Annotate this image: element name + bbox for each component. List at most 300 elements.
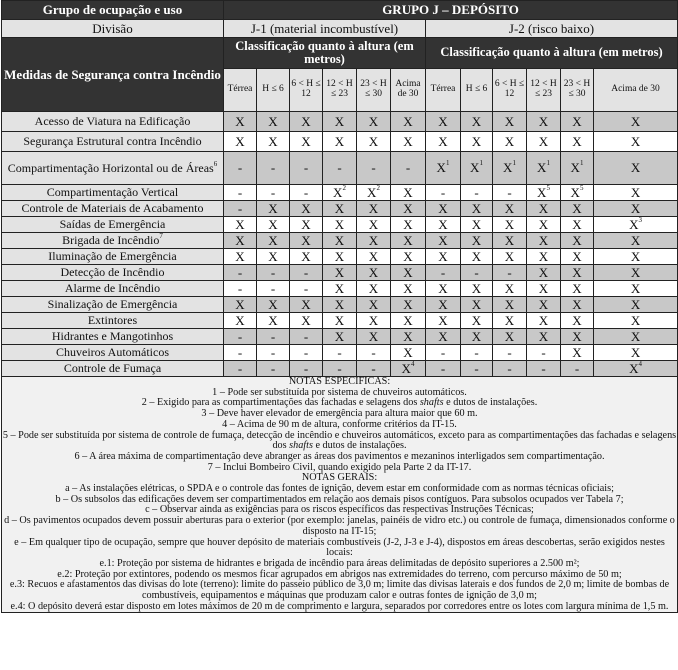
requirement-value: X: [301, 133, 311, 149]
requirement-cell: [493, 361, 527, 377]
requirement-value: X: [471, 113, 482, 129]
requirement-cell: [257, 112, 290, 132]
requirement-cell: [391, 152, 426, 185]
requirement-cell: [290, 132, 323, 152]
requirement-cell: [323, 313, 357, 329]
division-label: Divisão: [2, 20, 224, 38]
requirement-value: X: [403, 344, 413, 360]
requirement-value: -: [474, 360, 479, 376]
requirement-value: X: [368, 216, 379, 232]
requirement-value: X: [438, 248, 448, 264]
requirement-cell: [290, 297, 323, 313]
measure-label-text: Alarme de Incêndio: [64, 281, 161, 296]
requirement-value: X: [503, 160, 513, 176]
requirement-value: X: [438, 280, 448, 296]
requirement-cell: [461, 112, 493, 132]
requirement-cell: [493, 152, 527, 185]
specific-note: 2 – Exigido para as compartimentações das fachadas e selagens dos shafts e dutos de instalações.: [141, 397, 538, 409]
requirement-cell: [426, 185, 461, 201]
requirement-cell: [391, 281, 426, 297]
requirement-value: X: [471, 328, 482, 344]
requirement-value: -: [303, 360, 309, 376]
requirement-cell: [527, 132, 561, 152]
measures-header: Medidas de Segurança contra Incêndio: [2, 38, 224, 112]
requirement-cell: [391, 297, 426, 313]
requirement-value: X: [630, 200, 641, 216]
note-reference: 2: [376, 184, 380, 192]
requirement-cell: [323, 265, 357, 281]
requirement-value: -: [237, 344, 243, 360]
requirement-value: X: [438, 216, 448, 232]
table-row: [2, 281, 678, 297]
requirement-value: X: [368, 113, 379, 129]
requirement-cell: [493, 265, 527, 281]
requirement-cell: [391, 345, 426, 361]
measure-label-text: Acesso de Viatura na Edificação: [34, 114, 191, 129]
requirement-value: X: [334, 113, 345, 129]
requirement-cell: [224, 201, 257, 217]
general-note: e.2: Proteção por extintores, podendo os mesmos ficar agrupados em abrigos nas extremidades do terreno, com percurso máximo de 50 m;: [57, 568, 622, 580]
requirement-value: X: [572, 200, 582, 216]
measure-label: [2, 112, 224, 132]
requirement-value: X: [538, 280, 549, 296]
table-row: [2, 345, 678, 361]
requirement-value: X: [403, 133, 413, 149]
requirement-cell: [561, 329, 594, 345]
requirement-cell: [290, 265, 323, 281]
requirement-value: -: [303, 344, 309, 360]
height-column-j1: 6 < H ≤ 12: [290, 69, 323, 112]
requirement-cell: [594, 249, 678, 265]
requirement-value: X: [504, 232, 515, 248]
requirement-value: X: [436, 160, 446, 176]
requirement-cell: [493, 281, 527, 297]
requirement-cell: [357, 345, 391, 361]
requirement-value: -: [574, 360, 580, 376]
measure-label-text: Sinalização de Emergência: [47, 297, 178, 312]
requirement-cell: [426, 297, 461, 313]
requirement-value: X: [471, 133, 482, 149]
requirement-cell: [493, 313, 527, 329]
requirement-value: X: [334, 264, 345, 280]
requirement-cell: [594, 112, 678, 132]
requirement-value: X: [268, 232, 278, 248]
requirement-cell: [461, 297, 493, 313]
requirement-value: X: [268, 296, 278, 312]
requirement-value: X: [333, 184, 343, 200]
requirement-cell: [357, 249, 391, 265]
requirement-cell: [561, 132, 594, 152]
requirement-cell: [527, 217, 561, 233]
requirement-cell: [561, 265, 594, 281]
requirement-value: X: [538, 312, 549, 328]
requirement-cell: [426, 361, 461, 377]
requirement-cell: [257, 152, 290, 185]
requirement-value: X: [538, 200, 549, 216]
requirement-value: X: [630, 248, 641, 264]
requirement-cell: [323, 217, 357, 233]
requirement-cell: [426, 217, 461, 233]
requirement-value: X: [403, 232, 413, 248]
table-row: [2, 132, 678, 152]
requirement-value: X: [538, 216, 549, 232]
requirement-cell: [224, 297, 257, 313]
requirement-cell: [561, 152, 594, 185]
requirement-value: -: [237, 200, 243, 216]
requirement-cell: [461, 217, 493, 233]
requirement-cell: [290, 345, 323, 361]
measure-label-text: Controle de Fumaça: [63, 361, 162, 376]
requirement-cell: [527, 233, 561, 249]
measure-label-text: Iluminação de Emergência: [48, 249, 177, 264]
note-reference: 1: [546, 159, 550, 168]
requirement-value: X: [301, 296, 311, 312]
measure-label: [2, 201, 224, 217]
general-note: c – Observar ainda as exigências para os riscos específicos das respectivas Instruções Técnicas;: [145, 504, 534, 516]
requirement-value: -: [237, 280, 243, 296]
requirement-cell: [493, 185, 527, 201]
table-row: [2, 297, 678, 313]
requirement-cell: [527, 249, 561, 265]
requirement-value: X: [403, 328, 413, 344]
requirement-value: -: [440, 360, 446, 376]
measure-label: [2, 249, 224, 265]
requirement-cell: [461, 185, 493, 201]
requirement-cell: [493, 345, 527, 361]
requirement-cell: [461, 249, 493, 265]
requirement-value: X: [630, 344, 641, 360]
requirement-value: X: [403, 200, 413, 216]
requirement-value: X: [334, 312, 345, 328]
measure-label-text: Compartimentação Vertical: [46, 185, 179, 200]
general-notes-title: NOTAS GERAIS:: [301, 472, 378, 484]
requirement-value: X: [235, 113, 245, 129]
requirement-cell: [561, 345, 594, 361]
requirement-value: X: [570, 160, 580, 176]
requirement-cell: [594, 281, 678, 297]
requirement-value: X: [368, 328, 379, 344]
requirement-value: X: [471, 200, 482, 216]
table-row: [2, 152, 678, 185]
requirement-cell: [290, 249, 323, 265]
requirement-value: -: [440, 184, 446, 200]
requirement-cell: [224, 249, 257, 265]
specific-note: 3 – Deve haver elevador de emergência para altura maior que 60 m.: [201, 408, 478, 420]
requirement-value: X: [235, 248, 245, 264]
requirement-value: X: [504, 328, 515, 344]
requirement-value: -: [303, 160, 309, 176]
requirement-value: X: [572, 248, 582, 264]
measure-label-text: Brigada de Incêndio: [62, 233, 160, 248]
specific-notes-list: [2, 388, 677, 474]
safety-measures-table: [1, 0, 678, 613]
requirement-cell: [224, 112, 257, 132]
requirement-cell: [426, 249, 461, 265]
requirement-value: X: [438, 232, 448, 248]
requirement-cell: [461, 329, 493, 345]
note-reference: 1: [479, 159, 483, 168]
requirement-cell: [527, 361, 561, 377]
requirement-cell: [257, 345, 290, 361]
requirement-cell: [257, 281, 290, 297]
group-value: GRUPO J – DEPÓSITO: [224, 1, 678, 20]
requirement-value: X: [438, 328, 448, 344]
measure-label-text: Chuveiros Automáticos: [56, 345, 169, 360]
requirement-value: -: [303, 328, 309, 344]
requirement-value: X: [403, 216, 413, 232]
requirement-value: X: [629, 216, 639, 232]
requirement-cell: [323, 201, 357, 217]
requirement-value: X: [368, 312, 379, 328]
note-reference: 5: [579, 184, 584, 192]
requirement-cell: [323, 233, 357, 249]
requirement-cell: [561, 185, 594, 201]
requirement-cell: [461, 313, 493, 329]
requirement-cell: [493, 233, 527, 249]
requirement-cell: [357, 185, 391, 201]
requirement-cell: [391, 361, 426, 377]
requirement-cell: [594, 345, 678, 361]
requirement-value: -: [507, 344, 512, 360]
requirement-cell: [527, 201, 561, 217]
requirement-value: X: [630, 280, 641, 296]
requirement-value: -: [237, 264, 243, 280]
requirement-value: -: [507, 360, 512, 376]
requirement-cell: [426, 132, 461, 152]
height-column-j2: Térrea: [426, 69, 461, 112]
requirement-value: -: [270, 328, 276, 344]
requirement-cell: [561, 201, 594, 217]
requirement-value: X: [235, 133, 245, 149]
specific-note: 5 – Pode ser substituída por sistema de controle de fumaça, detecção de incêndio e chuveiros automáticos, exceto para as compartimentações das fachadas e selagens dos shafts e dutos de instalações.: [2, 429, 677, 452]
group-label: Grupo de ocupação e uso: [2, 1, 224, 20]
requirement-value: -: [507, 184, 512, 200]
requirement-cell: [357, 297, 391, 313]
requirement-cell: [594, 152, 678, 185]
requirement-value: -: [303, 264, 309, 280]
requirement-cell: [357, 233, 391, 249]
requirement-cell: [257, 185, 290, 201]
requirement-value: X: [401, 360, 411, 376]
requirement-value: X: [368, 264, 379, 280]
requirement-value: X: [268, 248, 278, 264]
general-note: e – Em qualquer tipo de ocupação, sempre que houver depósito de materiais combustíveis (J-2, J-3 e J-4), dispostos em áreas descobertas, serão exigidos nestes locais:: [14, 536, 665, 559]
requirement-value: X: [268, 200, 278, 216]
requirement-cell: [357, 361, 391, 377]
requirement-value: X: [570, 184, 580, 200]
requirement-value: X: [471, 312, 482, 328]
measure-label: [2, 152, 224, 185]
requirement-cell: [391, 217, 426, 233]
requirement-cell: [391, 313, 426, 329]
requirement-cell: [594, 297, 678, 313]
requirement-cell: [461, 345, 493, 361]
requirement-cell: [290, 233, 323, 249]
requirement-value: X: [235, 296, 245, 312]
requirement-cell: [461, 281, 493, 297]
requirement-cell: [594, 265, 678, 281]
requirement-cell: [493, 249, 527, 265]
requirement-cell: [257, 217, 290, 233]
requirement-cell: [323, 361, 357, 377]
measure-label: [2, 345, 224, 361]
requirement-cell: [527, 112, 561, 132]
requirement-value: -: [303, 184, 309, 200]
division-j1: J-1 (material incombustível): [224, 20, 426, 38]
requirement-cell: [493, 201, 527, 217]
requirement-cell: [323, 185, 357, 201]
requirement-value: X: [572, 216, 582, 232]
requirement-cell: [391, 185, 426, 201]
requirement-value: X: [504, 200, 515, 216]
specific-note: 4 – Acima de 90 m de altura, conforme critérios da IT-15.: [222, 418, 457, 430]
requirement-value: -: [270, 280, 276, 296]
measure-label-text: Hidrantes e Mangotinhos: [51, 329, 174, 344]
requirement-cell: [493, 217, 527, 233]
requirement-value: -: [237, 184, 243, 200]
requirement-value: X: [504, 280, 515, 296]
requirement-value: X: [301, 113, 311, 129]
table-row: [2, 249, 678, 265]
requirement-cell: [290, 112, 323, 132]
requirement-cell: [323, 152, 357, 185]
measure-label-text: Compartimentação Horizontal ou de Áreas: [7, 160, 214, 175]
requirement-cell: [527, 313, 561, 329]
requirement-value: -: [270, 184, 276, 200]
note-reference: 3: [638, 216, 642, 224]
requirement-value: -: [270, 360, 276, 376]
measure-label-text: Saídas de Emergência: [59, 217, 166, 232]
requirement-value: X: [504, 296, 515, 312]
table-row: [2, 233, 678, 249]
requirement-cell: [426, 313, 461, 329]
note-reference: 6: [213, 159, 218, 168]
height-column-j1: Acima de 30: [391, 69, 426, 112]
requirement-value: X: [438, 133, 448, 149]
requirement-value: -: [474, 184, 479, 200]
requirement-value: X: [504, 113, 515, 129]
height-column-j2: H ≤ 6: [461, 69, 493, 112]
measure-label: [2, 361, 224, 377]
requirement-cell: [224, 233, 257, 249]
requirement-value: X: [235, 232, 245, 248]
requirement-cell: [323, 249, 357, 265]
requirement-cell: [561, 297, 594, 313]
requirement-cell: [594, 132, 678, 152]
requirement-value: -: [337, 160, 342, 176]
requirement-value: X: [572, 344, 582, 360]
requirement-cell: [357, 152, 391, 185]
requirement-cell: [323, 345, 357, 361]
general-notes-list: [2, 484, 677, 612]
measure-label: [2, 329, 224, 345]
requirement-cell: [290, 152, 323, 185]
requirement-cell: [594, 185, 678, 201]
requirement-value: X: [572, 113, 582, 129]
requirement-cell: [527, 281, 561, 297]
requirement-cell: [224, 345, 257, 361]
note-reference: 2: [342, 184, 346, 192]
specific-note: 6 – A área máxima de compartimentação deve abranger as áreas dos pavimentos e mezaninos interligados sem compartimentação.: [74, 450, 605, 462]
general-note: d – Os pavimentos ocupados devem possuir aberturas para o exterior (por exemplo: janelas, painéis de vidro etc.) ou controle de fumaça, dimensionados conforme o disposto na IT-15;: [4, 515, 675, 537]
measure-label: [2, 185, 224, 201]
measure-label-text: Extintores: [87, 313, 138, 328]
requirement-cell: [357, 112, 391, 132]
requirement-value: -: [337, 360, 342, 376]
requirement-value: X: [403, 184, 413, 200]
requirement-cell: [224, 217, 257, 233]
requirement-value: X: [630, 184, 641, 200]
requirement-value: X: [504, 248, 515, 264]
requirement-cell: [527, 329, 561, 345]
requirement-value: -: [237, 360, 243, 376]
specific-note: 7 – Inclui Bombeiro Civil, quando exigido pela Parte 2 da IT-17.: [207, 461, 472, 473]
measure-label-text: Segurança Estrutural contra Incêndio: [23, 134, 202, 149]
requirement-cell: [561, 233, 594, 249]
requirement-value: X: [537, 160, 547, 176]
requirement-cell: [461, 201, 493, 217]
height-column-j1: 23 < H ≤ 30: [357, 69, 391, 112]
requirement-value: X: [403, 248, 413, 264]
requirement-value: X: [471, 216, 482, 232]
requirement-value: -: [371, 344, 376, 360]
requirement-cell: [426, 201, 461, 217]
requirement-value: X: [403, 280, 413, 296]
table-row: [2, 361, 678, 377]
requirement-cell: [323, 132, 357, 152]
requirement-cell: [323, 329, 357, 345]
requirement-value: X: [572, 328, 582, 344]
height-class-j1: Classificação quanto à altura (em metros): [224, 38, 426, 69]
requirement-value: X: [334, 216, 345, 232]
height-class-j2: Classificação quanto à altura (em metros): [426, 38, 678, 69]
requirement-value: -: [440, 344, 446, 360]
measure-label: [2, 217, 224, 233]
requirement-cell: [426, 345, 461, 361]
requirement-value: -: [507, 264, 512, 280]
requirement-cell: [391, 329, 426, 345]
requirement-value: -: [541, 360, 546, 376]
requirement-cell: [391, 233, 426, 249]
note-reference: 4: [638, 360, 642, 368]
note-reference: 4: [410, 360, 415, 368]
requirement-cell: [594, 329, 678, 345]
requirement-value: -: [405, 160, 411, 176]
requirement-cell: [561, 361, 594, 377]
requirement-value: X: [504, 216, 515, 232]
requirement-value: X: [538, 232, 549, 248]
requirement-value: X: [471, 280, 482, 296]
requirement-cell: [290, 329, 323, 345]
requirement-value: -: [371, 360, 376, 376]
measure-label: [2, 313, 224, 329]
specific-note: 1 – Pode ser substituída por sistema de chuveiros automáticos.: [212, 386, 467, 398]
requirement-cell: [493, 132, 527, 152]
requirement-cell: [461, 132, 493, 152]
requirement-cell: [426, 281, 461, 297]
requirement-cell: [493, 297, 527, 313]
requirement-value: X: [572, 133, 582, 149]
requirement-cell: [257, 201, 290, 217]
height-column-j2: Acima de 30: [594, 69, 678, 112]
requirement-value: X: [630, 160, 641, 176]
requirement-value: X: [471, 248, 482, 264]
requirement-value: X: [301, 312, 311, 328]
requirement-cell: [257, 361, 290, 377]
requirement-cell: [257, 297, 290, 313]
measure-label: [2, 265, 224, 281]
requirement-cell: [257, 329, 290, 345]
